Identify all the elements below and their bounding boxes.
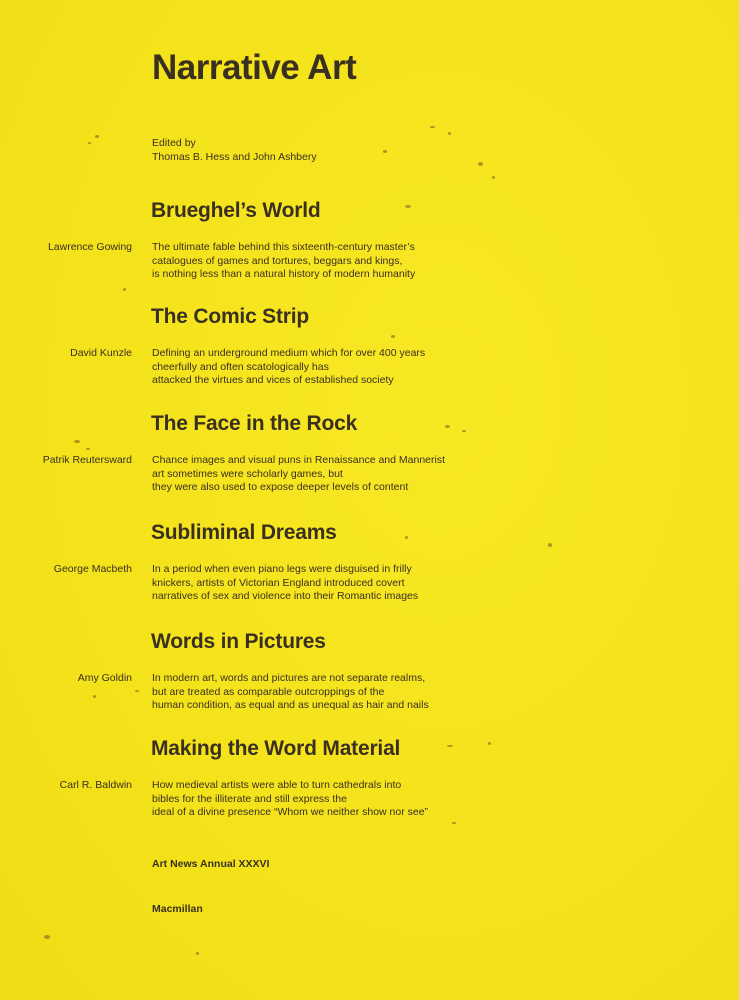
essay-title: Making the Word Material — [151, 737, 401, 760]
editors-credit — [152, 136, 317, 164]
edited-by-label: Edited by — [152, 137, 196, 149]
essay-title: Brueghel’s World — [151, 199, 321, 222]
annual-edition: Art News Annual XXXVI — [152, 858, 270, 870]
essay-description: How medieval artists were able to turn cathedrals into bibles for the illiterate and still express the ideal of a divine presence “Whom we neither show nor see” — [152, 779, 429, 818]
essay-title: The Comic Strip — [151, 305, 310, 328]
essay-description: In modern art, words and pictures are not separate realms, but are treated as comparable outcroppings of the human condition, as equal and as unequal as hair and nails — [152, 672, 429, 711]
essay-author: George Macbeth — [53, 563, 132, 575]
essay-description: The ultimate fable behind this sixteenth-century master’s catalogues of games and tortures, beggars and kings, is nothing less than a natural history of modern humanity — [152, 241, 416, 280]
essay-author: David Kunzle — [70, 347, 132, 359]
essay-author: Patrik Reutersward — [42, 454, 132, 466]
essay-description: Chance images and visual puns in Renaissance and Mannerist art sometimes were scholarly games, but they were also used to expose deeper levels of content — [152, 454, 446, 493]
essay-description: Defining an underground medium which for over 400 years cheerfully and often scatologically has attacked the virtues and vices of established society — [152, 347, 426, 386]
essay-title: Words in Pictures — [151, 630, 326, 653]
book-title: Narrative Art — [152, 48, 357, 87]
essay-author: Lawrence Gowing — [47, 241, 132, 253]
essay-title: Subliminal Dreams — [151, 521, 337, 544]
essay-author: Amy Goldin — [77, 672, 132, 684]
publisher-name: Macmillan — [152, 903, 203, 915]
essay-title: The Face in the Rock — [151, 412, 358, 435]
editors-names: Thomas B. Hess and John Ashbery — [152, 151, 317, 163]
essay-description: In a period when even piano legs were disguised in frilly knickers, artists of Victorian England introduced covert narratives of sex and violence into their Romantic images — [152, 563, 419, 602]
essay-author: Carl R. Baldwin — [59, 779, 132, 791]
